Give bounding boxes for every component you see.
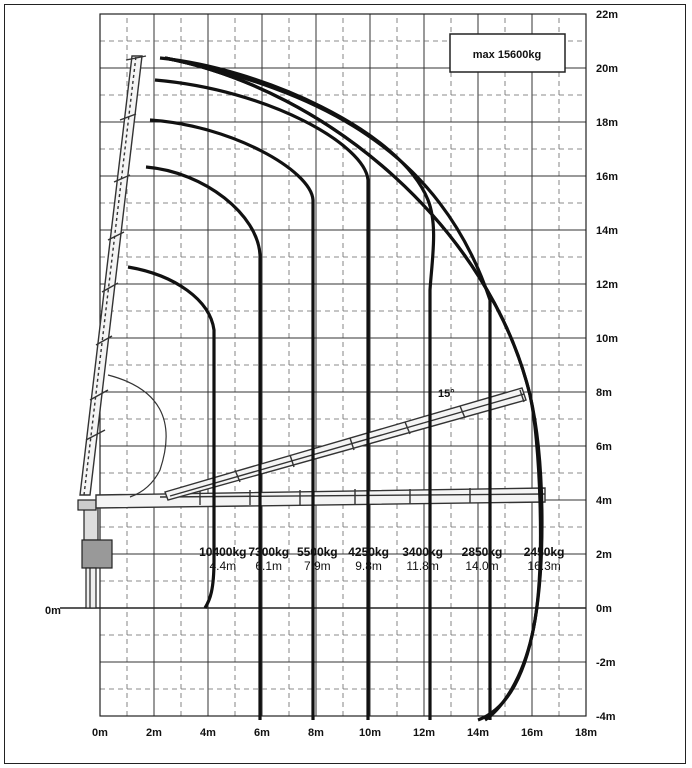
y-tick-label: 16m: [596, 171, 619, 183]
load-radius-label: 14.0m: [465, 559, 499, 573]
load-capacity-label: 2450kg: [523, 545, 565, 559]
y-tick-label: 20m: [596, 63, 619, 75]
load-capacity-label: 2850kg: [461, 545, 503, 559]
y-tick-label: 14m: [596, 225, 619, 237]
boom-angle-label: 15°: [438, 388, 455, 400]
crane-base-icon: [78, 500, 112, 608]
y-tick-label: 18m: [596, 117, 619, 129]
x-tick-label: 16m: [520, 727, 544, 739]
grid: [60, 14, 586, 716]
x-tick-label: 18m: [574, 727, 598, 739]
load-curves: [128, 58, 542, 720]
x-tick-label: 12m: [412, 727, 436, 739]
y-tick-label: 0m: [596, 603, 612, 615]
load-radius-label: 9.8m: [355, 559, 382, 573]
load-curve-3: [150, 120, 313, 720]
y-tick-label: -2m: [596, 657, 616, 669]
load-radius-label: 6.1m: [255, 559, 283, 573]
load-capacity-label: 5500kg: [296, 545, 338, 559]
y-tick-label: 8m: [596, 387, 612, 399]
title-text: max 15600kg: [472, 49, 542, 61]
load-capacity-label: 4250kg: [348, 545, 389, 559]
x-axis: [92, 727, 597, 739]
x-tick-label: 2m: [146, 727, 162, 739]
load-capacity-label: 3400kg: [402, 545, 443, 559]
load-capacity-label: 10400kg: [199, 545, 247, 559]
load-curve-7: [165, 58, 540, 720]
y-tick-label: 2m: [596, 549, 612, 561]
y-tick-label: 6m: [596, 441, 612, 453]
x-tick-label: 14m: [466, 727, 490, 739]
x-tick-label: 8m: [308, 727, 324, 739]
boom-15deg-icon: [165, 388, 526, 500]
x-tick-label: 10m: [358, 727, 382, 739]
y-tick-label: 4m: [596, 495, 612, 507]
y-axis: [596, 9, 618, 723]
x-tick-label: 6m: [254, 727, 270, 739]
load-radius-label: 4.4m: [209, 559, 237, 573]
y-tick-label: 12m: [596, 279, 619, 291]
load-radius-label: 7.9m: [303, 559, 331, 573]
load-capacity-label: 7300kg: [248, 545, 290, 559]
left-zero-label: 0m: [45, 605, 61, 617]
x-tick-label: 4m: [200, 727, 216, 739]
load-envelope-curve: [165, 58, 542, 720]
load-radius-label: 11.8m: [406, 559, 439, 573]
x-tick-label: 0m: [92, 727, 108, 739]
y-tick-label: 10m: [596, 333, 619, 345]
y-tick-label: 22m: [596, 9, 619, 21]
y-tick-label: -4m: [596, 711, 616, 723]
load-radius-label: 16.3m: [527, 559, 561, 573]
load-curve-5: [160, 58, 434, 720]
load-curve-2: [146, 167, 260, 720]
load-labels: [199, 545, 564, 573]
slew-arc: [108, 375, 166, 497]
